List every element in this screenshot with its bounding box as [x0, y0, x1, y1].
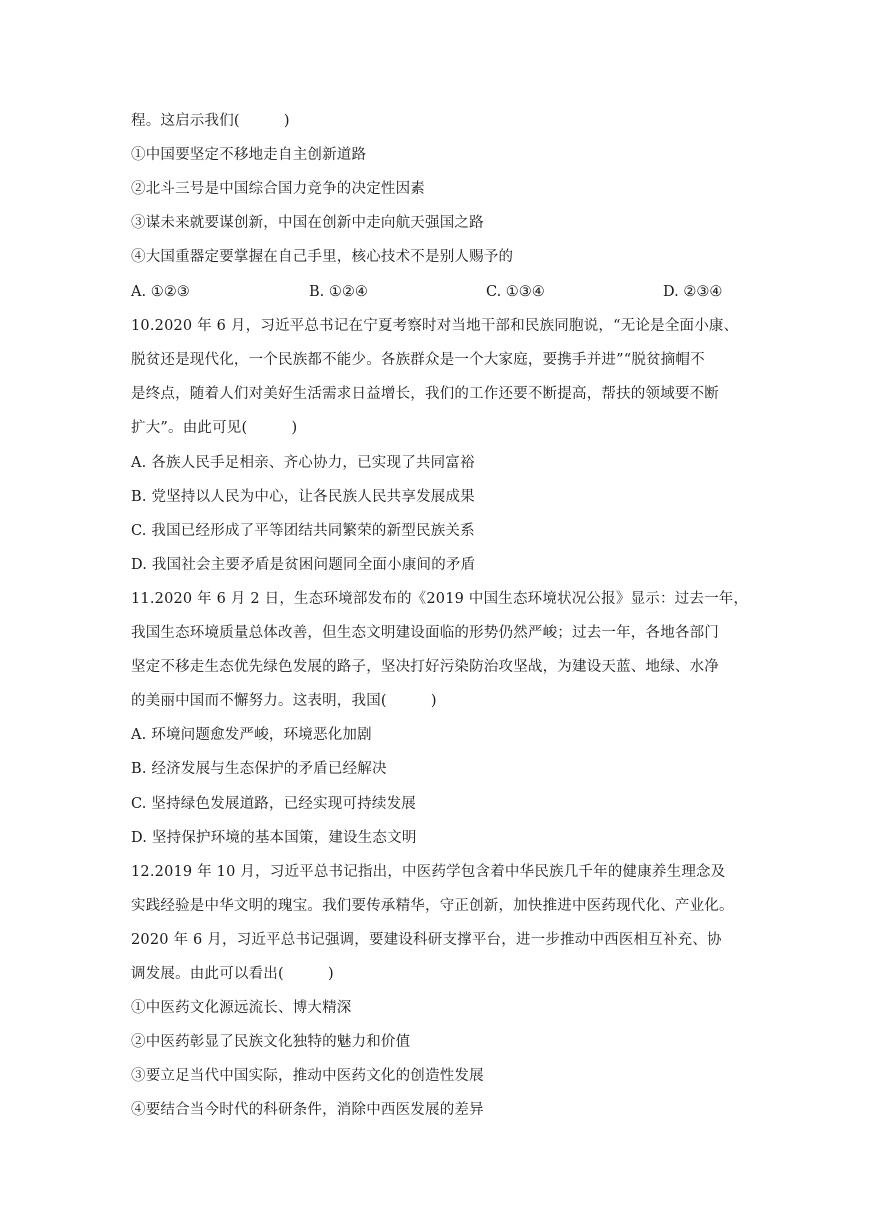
q11-stem-line-3: 坚定不移走生态优先绿色发展的路子，坚决打好污染防治攻坚战，为建设天蓝、地绿、水净 [131, 659, 719, 675]
q10-option-d: D. 我国社会主要矛盾是贫困问题同全面小康间的矛盾 [131, 557, 476, 573]
q9-option-b: B. ①②④ [309, 284, 368, 300]
q9-stem-tail: 程。这启示我们( ) [131, 113, 290, 129]
q10-stem-line-1: 10.2020 年 6 月，习近平总书记在宁夏考察时对当地干部和民族同胞说，“无论是全面小康、 [131, 318, 739, 334]
q11-option-d: D. 坚持保护环境的基本国策，建设生态文明 [131, 830, 417, 846]
q10-stem-line-4: 扩大”。由此可见( ) [131, 420, 298, 436]
q12-statement-2: ②中医药彰显了民族文化独特的魅力和价值 [131, 1034, 411, 1050]
q9-option-c: C. ①③④ [486, 284, 545, 300]
q12-stem-line-1: 12.2019 年 10 月，习近平总书记指出，中医药学包含着中华民族几千年的健康养生理念及 [131, 864, 726, 880]
q9-option-d: D. ②③④ [663, 284, 723, 300]
q11-option-c: C. 坚持绿色发展道路，已经实现可持续发展 [131, 796, 416, 812]
q11-stem-line-1: 11.2020 年 6 月 2 日，生态环境部发布的《2019 中国生态环境状况公报》显示：过去一年， [131, 591, 749, 607]
q9-statement-1: ①中国要坚定不移地走自主创新道路 [131, 147, 367, 163]
q9-statement-2: ②北斗三号是中国综合国力竞争的决定性因素 [131, 181, 425, 197]
q10-stem-line-2: 脱贫还是现代化，一个民族都不能少。各族群众是一个大家庭，要携手并进”“脱贫摘帽不 [131, 352, 705, 368]
q9-option-a: A. ①②③ [131, 284, 190, 300]
q11-stem-line-4: 的美丽中国而不懈努力。这表明，我国( ) [131, 693, 437, 709]
q12-statement-3: ③要立足当代中国实际，推动中医药文化的创造性发展 [131, 1068, 484, 1084]
q10-option-b: B. 党坚持以人民为中心，让各民族人民共享发展成果 [131, 489, 475, 505]
q10-stem-line-3: 是终点，随着人们对美好生活需求日益增长，我们的工作还要不断提高，帮扶的领域要不断 [131, 386, 719, 402]
q10-option-a: A. 各族人民手足相亲、齐心协力，已实现了共同富裕 [131, 455, 475, 471]
q9-statement-3: ③谋未来就要谋创新，中国在创新中走向航天强国之路 [131, 215, 484, 231]
q9-statement-4: ④大国重器定要掌握在自己手里，核心技术不是别人赐予的 [131, 249, 514, 265]
q12-stem-line-2: 实践经验是中华文明的瑰宝。我们要传承精华，守正创新，加快推进中医药现代化、产业化。 [131, 898, 734, 914]
q12-statement-1: ①中医药文化源远流长、博大精深 [131, 1000, 352, 1016]
q11-stem-line-2: 我国生态环境质量总体改善，但生态文明建设面临的形势仍然严峻；过去一年，各地各部门 [131, 625, 719, 641]
q10-option-c: C. 我国已经形成了平等团结共同繁荣的新型民族关系 [131, 523, 475, 539]
q12-statement-4: ④要结合当今时代的科研条件，消除中西医发展的差异 [131, 1102, 484, 1118]
q11-option-b: B. 经济发展与生态保护的矛盾已经解决 [131, 761, 387, 777]
q11-option-a: A. 环境问题愈发严峻，环境恶化加剧 [131, 727, 372, 743]
q12-stem-line-4: 调发展。由此可以看出( ) [131, 966, 334, 982]
q12-stem-line-3: 2020 年 6 月，习近平总书记强调，要建设科研支撑平台，进一步推动中西医相互补充、协 [131, 932, 722, 948]
